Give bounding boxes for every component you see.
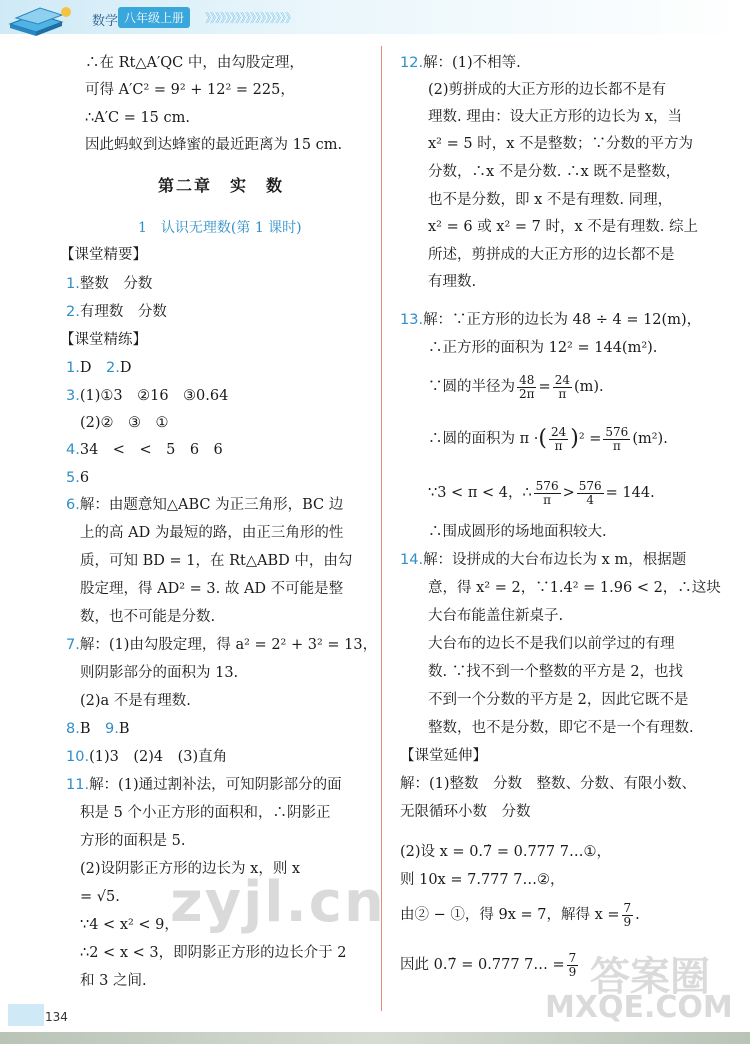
answer-line bbox=[66, 775, 342, 795]
answer-text: D bbox=[119, 360, 132, 376]
question-number: 1. bbox=[66, 276, 80, 292]
section-heading: 【课堂精要】 bbox=[60, 247, 147, 263]
fraction bbox=[567, 952, 579, 979]
answer-line bbox=[66, 440, 223, 460]
answer-text: 整数 分数 bbox=[79, 276, 153, 292]
numerator: 24 bbox=[550, 424, 567, 439]
formula-line bbox=[400, 950, 580, 980]
formula-text: ∵圆的半径为 bbox=[428, 379, 515, 395]
text-line: x² = 6 或 x² = 7 时，x 不是有理数. 综上 bbox=[428, 219, 698, 235]
numerator: 576 bbox=[535, 478, 559, 493]
question-number: 13. bbox=[400, 312, 424, 328]
answer-line bbox=[66, 747, 227, 767]
answer-text: B bbox=[79, 721, 105, 737]
answer-text: 解：∵正方形的边长为 48 ÷ 4 = 12(m)， bbox=[423, 312, 702, 328]
question-number: 9. bbox=[105, 721, 119, 737]
text-line: 整数，也不是分数，即它不是一个有理数. bbox=[428, 720, 694, 736]
fraction bbox=[622, 902, 634, 929]
formula-text: . bbox=[635, 907, 640, 923]
formula-text: = 144. bbox=[605, 485, 655, 501]
answer-line bbox=[66, 719, 130, 739]
text-line: 则阴影部分的面积为 13. bbox=[80, 665, 239, 681]
question-number: 10. bbox=[66, 749, 90, 765]
question-number: 1. bbox=[66, 360, 80, 376]
text-line: (2)剪拼成的大正方形的边长都不是有 bbox=[428, 82, 667, 98]
fraction bbox=[549, 426, 568, 453]
text-line: = √5. bbox=[80, 889, 120, 905]
answer-line bbox=[400, 550, 686, 570]
question-number: 6. bbox=[66, 497, 80, 513]
text-line: 积是 5 个小正方形的面积和，∴阴影正 bbox=[80, 805, 331, 821]
text-line: (2)a 不是有理数. bbox=[80, 693, 191, 709]
numerator: 7 bbox=[568, 950, 577, 965]
numerator: 24 bbox=[554, 372, 570, 387]
answer-text: 34 < < 5 6 6 bbox=[79, 442, 223, 458]
answer-line bbox=[66, 635, 377, 655]
denominator: π bbox=[558, 386, 567, 401]
answer-line bbox=[66, 468, 89, 488]
formula-line bbox=[428, 478, 655, 508]
text-line: 股定理，得 AD² = 3. 故 AD 不可能是整 bbox=[80, 581, 344, 597]
paren: ) bbox=[570, 426, 579, 451]
fraction bbox=[577, 480, 604, 507]
answer-text: 有理数 分数 bbox=[79, 304, 167, 320]
watermark: MXQE.COM bbox=[545, 990, 733, 1025]
text-line: ∵4 < x² < 9， bbox=[80, 917, 179, 933]
denominator: π bbox=[612, 438, 621, 453]
page-corner-mark bbox=[8, 1004, 44, 1026]
formula-text: 因此 0.7̇ = 0.777 7… = bbox=[400, 957, 565, 973]
denominator: π bbox=[554, 438, 563, 453]
formula-text: (m²). bbox=[632, 431, 668, 447]
text-line: 也不是分数，即 x 不是有理数. 同理， bbox=[428, 192, 673, 208]
formula-text: 由② − ①，得 9x = 7，解得 x = bbox=[400, 907, 620, 923]
text-line: ∴2 < x < 3，即阴影正方形的边长介于 2 bbox=[80, 945, 347, 961]
watermark: 答案圈 bbox=[590, 954, 710, 1000]
decorative-arrows: 》》》》》》》》》》》》》》》》》 bbox=[205, 11, 297, 25]
numerator: 576 bbox=[578, 478, 602, 493]
answer-line bbox=[66, 302, 167, 322]
formula-text: ∴圆的面积为 π · bbox=[428, 431, 539, 447]
answer-line bbox=[400, 53, 521, 73]
text-line: 不到一个分数的平方是 2，因此它既不是 bbox=[428, 692, 689, 708]
column-divider bbox=[381, 46, 382, 1011]
question-number: 3. bbox=[66, 388, 80, 404]
answer-line bbox=[66, 358, 131, 378]
grade-badge: 八年级上册 bbox=[118, 7, 190, 28]
formula-text: = bbox=[538, 379, 551, 395]
section-title: 1 认识无理数(第 1 课时) bbox=[138, 220, 302, 236]
text-line: 无限循环小数 分数 bbox=[400, 804, 531, 820]
formula-text: > bbox=[562, 485, 575, 501]
paren: ( bbox=[538, 426, 547, 451]
text-line: ∴A′C = 15 cm. bbox=[85, 110, 190, 126]
text-line: 和 3 之间. bbox=[80, 973, 147, 989]
text-line: ∴正方形的面积为 12² = 144(m²). bbox=[428, 340, 658, 356]
denominator: 9 bbox=[568, 964, 577, 979]
text-line: (2)② ③ ① bbox=[80, 415, 169, 431]
subject-label: 数学 bbox=[92, 14, 119, 29]
fraction bbox=[534, 480, 561, 507]
formula-text: (m). bbox=[573, 379, 604, 395]
formula-line bbox=[428, 424, 668, 454]
text-line: 理数. 理由：设大正方形的边长为 x，当 bbox=[428, 109, 683, 125]
text-line: (2)设阴影正方形的边长为 x，则 x bbox=[80, 861, 301, 877]
formula-text: ∵3 < π < 4，∴ bbox=[428, 485, 532, 501]
answer-text: 6 bbox=[79, 470, 90, 486]
answer-text: B bbox=[118, 721, 130, 737]
scan-edge-strip bbox=[0, 1032, 750, 1044]
answer-line bbox=[66, 386, 228, 406]
section-heading: 【课堂延伸】 bbox=[400, 748, 487, 764]
answer-text: D bbox=[79, 360, 106, 376]
text-line: 数，也不可能是分数. bbox=[80, 609, 216, 625]
fraction bbox=[517, 374, 537, 401]
text-line: (2)设 x = 0.7̇ = 0.777 7…①， bbox=[400, 844, 611, 860]
watermark: zyjl.cn bbox=[170, 870, 386, 935]
question-number: 2. bbox=[105, 360, 120, 376]
text-line: x² = 5 时，x 不是整数；∵分数的平方为 bbox=[428, 136, 693, 152]
text-line: ∴围成圆形的场地面积较大. bbox=[428, 524, 607, 540]
answer-text: 解：设拼成的大台布边长为 x m，根据题 bbox=[423, 552, 687, 568]
text-line: 上的高 AD 为最短的路，由正三角形的性 bbox=[80, 525, 344, 541]
question-number: 5. bbox=[66, 470, 80, 486]
text-line: 因此蚂蚁到达蜂蜜的最近距离为 15 cm. bbox=[85, 137, 343, 153]
denominator: 4 bbox=[586, 492, 594, 507]
question-number: 14. bbox=[400, 552, 424, 568]
answer-text: 解：由题意知△ABC 为正三角形，BC 边 bbox=[79, 497, 344, 513]
numerator: 7 bbox=[623, 900, 632, 915]
denominator: 9 bbox=[623, 914, 632, 929]
formula-line bbox=[400, 900, 640, 930]
text-line: 解：(1)整数 分数 整数、分数、有限小数、 bbox=[400, 776, 697, 792]
text-line: ∴在 Rt△A′QC 中，由勾股定理， bbox=[85, 55, 304, 71]
text-line: 质，可知 BD = 1，在 Rt△ABD 中，由勾 bbox=[80, 553, 353, 569]
text-line: 大台布能盖住新桌子. bbox=[428, 608, 564, 624]
text-line: 意，得 x² = 2，∵1.4² = 1.96 < 2，∴这块 bbox=[428, 580, 721, 596]
text-line: 分数，∴x 不是分数. ∴x 既不是整数， bbox=[428, 164, 681, 180]
answer-line bbox=[66, 274, 152, 294]
formula-text: ² = bbox=[578, 431, 602, 447]
section-heading: 【课堂精练】 bbox=[60, 332, 147, 348]
page-number: 134 bbox=[45, 1010, 68, 1024]
fraction bbox=[603, 426, 630, 453]
question-number: 12. bbox=[400, 55, 424, 71]
question-number: 4. bbox=[66, 442, 80, 458]
denominator: 2π bbox=[519, 386, 535, 401]
text-line: 数. ∵找不到一个整数的平方是 2，也找 bbox=[428, 664, 684, 680]
numerator: 48 bbox=[519, 372, 535, 387]
answer-line bbox=[66, 495, 343, 515]
chapter-title: 第二章 实 数 bbox=[158, 176, 285, 195]
text-line: 方形的面积是 5. bbox=[80, 833, 186, 849]
text-line: 可得 A′C² = 9² + 12² = 225， bbox=[85, 82, 295, 98]
answer-text: 解：(1)通过割补法，可知阴影部分的面 bbox=[89, 777, 342, 793]
answer-text: 解：(1)由勾股定理，得 a² = 2² + 3² = 13， bbox=[79, 637, 378, 653]
text-line: 则 10x = 7.777 7…②， bbox=[400, 872, 565, 888]
question-number: 11. bbox=[66, 777, 90, 793]
question-number: 2. bbox=[66, 304, 80, 320]
text-line: 大台布的边长不是我们以前学过的有理 bbox=[428, 636, 675, 652]
question-number: 8. bbox=[66, 721, 80, 737]
text-line: 有理数. bbox=[428, 274, 477, 290]
answer-text: (1)①3 ②16 ③0.64 bbox=[79, 388, 229, 404]
answer-line bbox=[400, 310, 701, 330]
numerator: 576 bbox=[605, 424, 629, 439]
denominator: π bbox=[543, 492, 552, 507]
text-line: 所述，剪拼成的大正方形的边长都不是 bbox=[428, 247, 675, 263]
page-header bbox=[0, 0, 750, 38]
fraction bbox=[553, 374, 572, 401]
question-number: 7. bbox=[66, 637, 80, 653]
book-stack-logo-icon bbox=[6, 2, 78, 36]
answer-text: 解：(1)不相等. bbox=[423, 55, 521, 71]
answer-text: (1)3 (2)4 (3)直角 bbox=[89, 749, 228, 765]
formula-line bbox=[428, 372, 604, 402]
